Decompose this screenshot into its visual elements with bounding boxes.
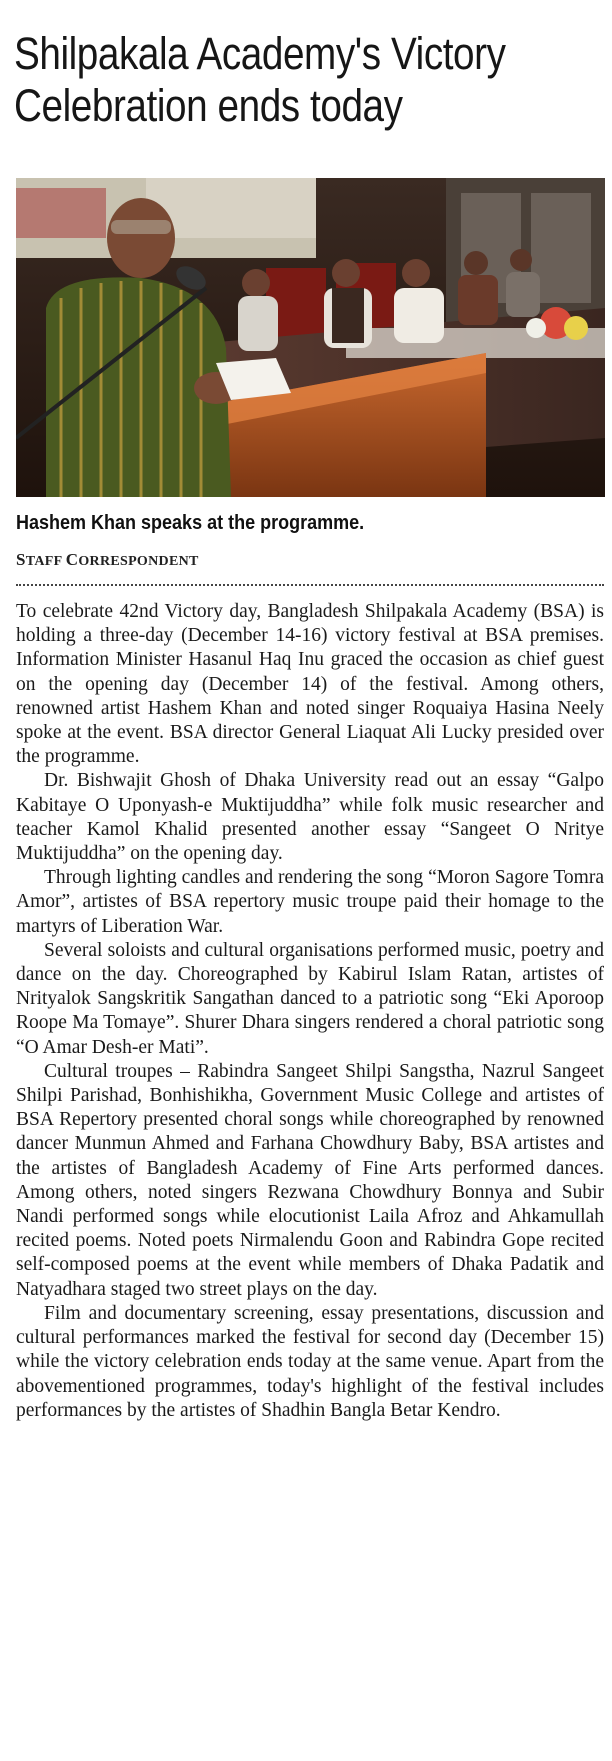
paragraph: Through lighting candles and rendering the song “Moron Sagore Tomra Amor”, artistes of BSA repertory music troupe paid their homage to the martyrs of Liberation War. [16,867,604,937]
dotted-divider [16,584,604,586]
byline [16,550,199,570]
photo-caption: Hashem Khan speaks at the programme. [16,512,365,534]
article-body [16,600,604,1423]
paragraph: Dr. Bishwajit Ghosh of Dhaka University read out an essay “Galpo Kabitaye O Uponyash-e Muktijuddha” while folk music researcher and teacher Kamol Khalid presented another essay “Sangeet O Nritye Muktijuddha” on the opening day. [16,770,604,865]
paragraph: Several soloists and cultural organisations performed music, poetry and dance on the day. Choreographed by Kabirul Islam Ratan, artistes of Nrityalok Sangskritik Sangathan danced to a patriotic song “Eki Aporoop Roope Ma Tomaye”. Shurer Dhara singers rendered a choral patriotic song “O Amar Desh-er Mati”. [16,939,604,1058]
paragraph: Cultural troupes – Rabindra Sangeet Shilpi Sangstha, Nazrul Sangeet Shilpi Parishad, Bonhishikha, Government Music College and artistes of BSA Repertory presented choral songs while choreographed by renowned dancer Munmun Ahmed and Farhana Chowdhury Baby, BSA artistes and the artistes of Bangladesh Academy of Fine Arts performed dances. Among others, noted singers Rezwana Chowdhury Bonnya and Subir Nandi performed songs while elocutionist Laila Afroz and Ahkamullah recited poems. Noted poets Nirmalendu Goon and Rabindra Gope recited self-composed poems at the event while members of Dhaka Padatik and Natyadhara staged two street plays on the day. [16,1060,604,1300]
byline-initial: S [16,550,26,569]
byline-initial-2: C [65,550,79,569]
paragraph: Film and documentary screening, essay presentations, discussion and cultural performances marked the festival for second day (December 15) while the victory celebration ends today at the same venue. Apart from the abovementioned programmes, today's highlight of the festival includes performances by the artistes of Shadhin Bangla Betar Kendro. [16,1302,604,1421]
headline: Shilpakala Academy's Victory Celebration ends today [14,28,506,131]
paragraph: To celebrate 42nd Victory day, Bangladesh Shilpakala Academy (BSA) is holding a three-day (December 14-16) victory festival at BSA premises. Information Minister Hasanul Haq Inu graced the occasion as chief guest on the opening day (December 14) of the festival. Among others, renowned artist Hashem Khan and noted singer Roquaiya Hasina Neely spoke at the event. BSA director General Liaquat Ali Lucky presided over the programme. [16,601,604,768]
byline-rest: TAFF [25,554,66,569]
article-photo [16,178,605,497]
byline-rest-2: ORRESPONDENT [78,554,199,569]
